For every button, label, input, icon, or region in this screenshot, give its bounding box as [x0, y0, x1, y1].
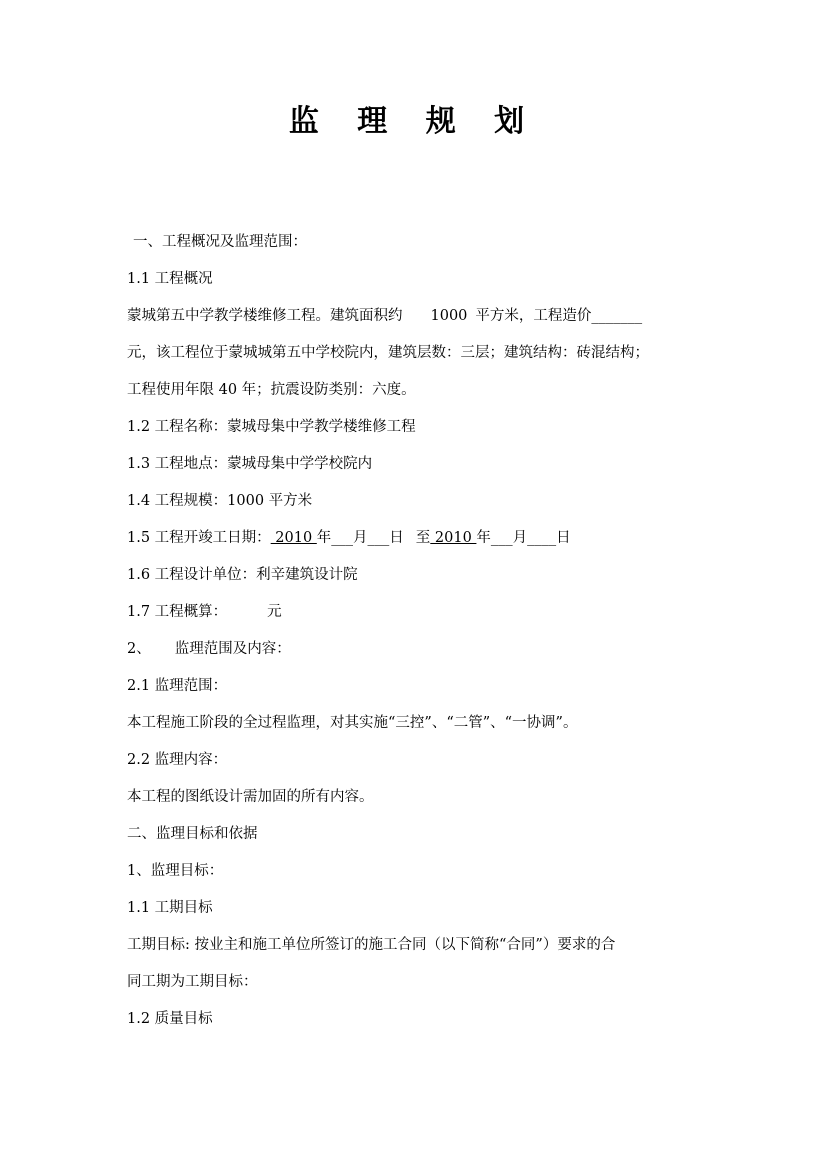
quality-goal-heading: 1.2 质量目标	[127, 1011, 213, 1027]
section-2-heading: 监理范围及内容：	[174, 641, 291, 657]
schedule-goal-text-line-2: 同工期为工期目标：	[127, 974, 258, 990]
overview-paragraph-line-1	[127, 298, 703, 335]
overview-area-value: 1000	[430, 308, 468, 324]
end-year: 2010	[430, 530, 477, 546]
subsection-heading-2-2: 2.2 监理内容：	[127, 752, 228, 768]
subsection-heading-1-1: 1.1 工程概况	[127, 271, 213, 287]
subsection-heading-2-1: 2.1 监理范围：	[127, 678, 228, 694]
section-2-heading-line	[127, 631, 703, 668]
design-unit-line: 1.6 工程设计单位：利辛建筑设计院	[127, 567, 358, 583]
start-year: 2010	[270, 530, 317, 546]
project-name-line: 1.2 工程名称：蒙城母集中学教学楼维修工程	[127, 419, 416, 435]
end-month-blank: ___	[490, 530, 513, 546]
end-day-unit: 日	[556, 530, 571, 546]
overview-paragraph-line-2: 元，该工程位于蒙城城第五中学校院内，建筑层数：三层；建筑结构：砖混结构；	[127, 345, 649, 361]
project-scale-line: 1.4 工程规模：1000 平方米	[127, 493, 313, 509]
schedule-goal-text-line-1: 工期目标: 按业主和施工单位所签订的施工合同（以下简称“合同”）要求的合	[127, 937, 616, 953]
start-year-unit: 年	[316, 530, 332, 546]
project-dates-line	[127, 520, 703, 557]
overview-paragraph-line-3: 工程使用年限 40 年；抗震设防类别：六度。	[127, 382, 416, 398]
section-heading-1: 一、工程概况及监理范围：	[133, 234, 307, 250]
budget-unit: 元	[267, 604, 282, 620]
overview-text-b: 平方米，工程造价_______	[475, 308, 643, 324]
budget-line	[127, 594, 703, 631]
overview-text-a: 蒙城第五中学教学楼维修工程。建筑面积约	[127, 308, 403, 324]
schedule-goal-heading: 1.1 工期目标	[127, 900, 213, 916]
budget-label: 1.7 工程概算：	[127, 604, 228, 620]
start-day-blank: ___	[367, 530, 390, 546]
end-day-blank: ____	[527, 530, 557, 546]
document-body	[127, 224, 703, 1038]
end-month-unit: 月	[512, 530, 528, 546]
start-day-unit: 日	[389, 530, 404, 546]
dates-label: 1.5 工程开竣工日期：	[127, 530, 271, 546]
start-month-unit: 月	[353, 530, 368, 546]
objectives-heading: 1、监理目标：	[127, 863, 224, 879]
end-year-unit: 年	[476, 530, 491, 546]
content-text: 本工程的图纸设计需加固的所有内容。	[127, 789, 374, 805]
section-2-number: 2、	[127, 641, 151, 657]
scope-text: 本工程施工阶段的全过程监理，对其实施“三控”、“二管”、“一协调”。	[127, 715, 578, 731]
project-location-line: 1.3 工程地点：蒙城母集中学学校院内	[127, 456, 373, 472]
document-title: 监 理 规 划	[288, 104, 539, 139]
section-heading-2: 二、监理目标和依据	[127, 826, 258, 842]
dates-to: 至	[415, 530, 431, 546]
start-month-blank: ___	[331, 530, 354, 546]
